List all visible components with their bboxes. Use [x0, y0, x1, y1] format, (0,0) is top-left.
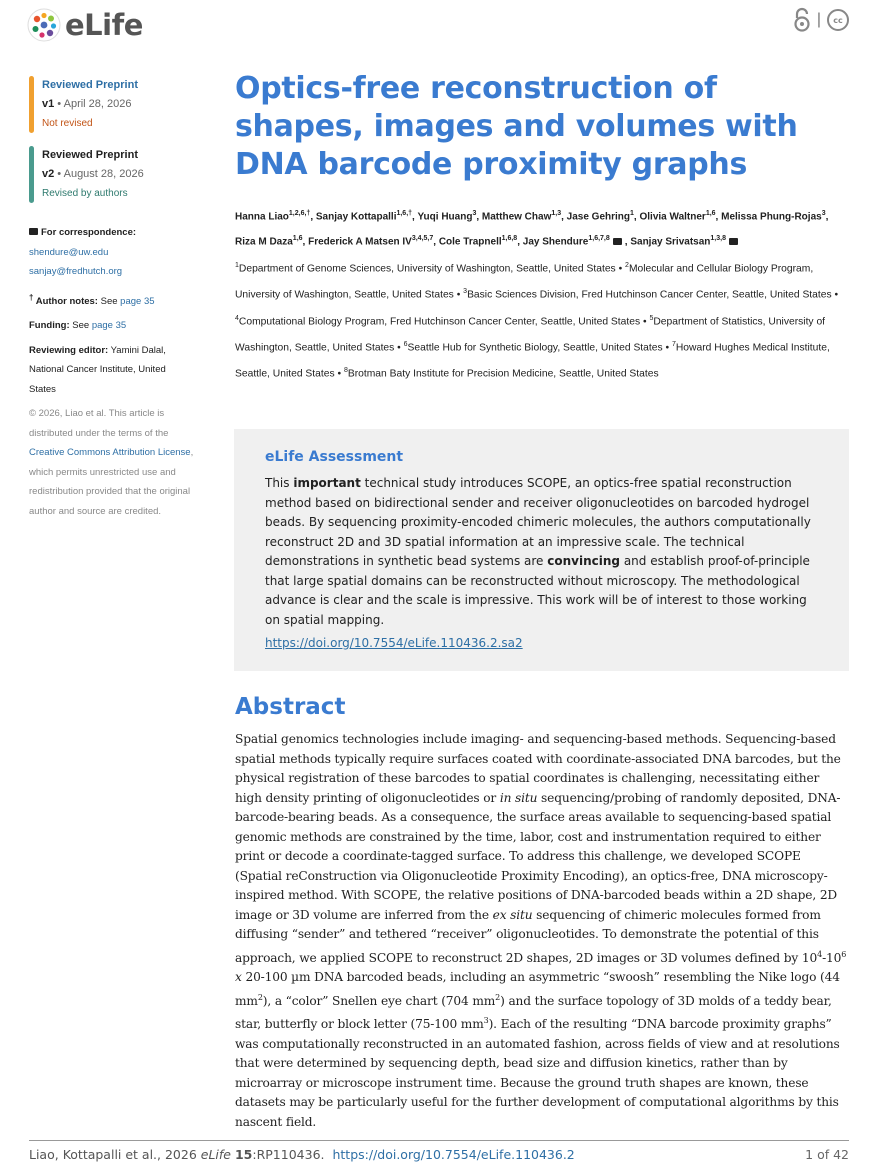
footer-page-number: 1 of 42 [805, 1147, 849, 1162]
affiliation-text: Computational Biology Program, Fred Hutchinson Cancer Center, Seattle, United States [238, 315, 641, 327]
abstract-t1: Spatial genomics technologies include imaging- and sequencing-based methods. Sequencing-based spatial methods typically require surfaces coated with coordinate-associated DNA barcodes, but the physical registration of these barcodes to spatial coordinates is challenging, necessitating either high density printing of oligonucleotides or [235, 732, 841, 805]
version-v1-date: April 28, 2026 [63, 98, 132, 110]
affiliation-number: 4 [235, 314, 239, 322]
sidebar [29, 76, 209, 521]
envelope-icon [29, 228, 38, 235]
author-notes-link[interactable]: page 35 [120, 295, 155, 307]
logo-text: eLife [65, 8, 143, 42]
version-v2[interactable] [29, 146, 209, 203]
reviewing-editor [29, 341, 189, 400]
affiliation-text: Molecular and Cellular Biology Program, University of Washington, Seattle, United States [235, 263, 814, 301]
affiliation-number: 3 [463, 288, 468, 296]
author-name[interactable]: Hanna Liao [235, 211, 289, 223]
affiliation-text: Basic Sciences Division, Fred Hutchinson Cancer Center, Seattle, United States [467, 289, 832, 301]
abstract-i2: ex situ [492, 907, 533, 922]
assessment-text-3: and establish proof-of-principle that large spatial domains can be reconstructed without microscopy. The methodological advance is clear and the scale is impressive. This work will be of interest to those working on spatial mapping. [265, 554, 810, 627]
author-name[interactable]: Olivia Waltner [639, 211, 706, 223]
assessment-text-1: This [265, 476, 294, 490]
abstract-t7: ), a “color” Snellen eye chart (704 mm [262, 993, 496, 1008]
assessment-term-important: important [293, 476, 361, 490]
affiliation-number: 5 [649, 314, 654, 322]
version-v2-bar [29, 146, 34, 203]
editor-label: Reviewing editor: [29, 344, 109, 356]
version-v1-line: v1 • April 28, 2026 [42, 98, 132, 110]
affiliation-number: 1 [235, 261, 239, 269]
license-pre: © 2026, Liao et al. This article is distributed under the terms of the [29, 408, 169, 439]
author-name[interactable]: Riza M Daza [235, 236, 293, 248]
assessment-text-2: technical study introduces SCOPE, an optics-free spatial reconstruction method based on bidirectional sender and receiver oligonucleotides on barcoded hydrogel beads. By sequencing proximity-encoded chimeric molecules, the authors computationally reconstruct 2D and 3D spatial information at an impressive scale. The technical demonstrations in synthetic bead systems are [265, 476, 811, 568]
author-name[interactable]: Frederick A Matsen IV [308, 236, 412, 248]
abstract-s4: 2 [495, 992, 501, 1002]
author-notes-label: Author notes: [35, 295, 98, 307]
author-name[interactable]: Jase Gehring [566, 211, 631, 223]
abstract-t9: ). Each of the resulting “DNA barcode proximity graphs” was computationally reconstructed in an automated fashion, across fields of view and at resolutions that were determined by sequencing depth, bead size and diffusion kinetics, rather than by microarray or microscope instrument time. Because the ground truth shapes are known, these datasets may be particularly useful for the further development of computational algorithms by this nascent field. [235, 1017, 840, 1129]
author-affiliation-sup: 1,6,† [396, 210, 413, 217]
author-name[interactable]: Melissa Phung-Rojas [721, 211, 822, 223]
abstract-s2: 6 [841, 949, 847, 959]
funding-text: See [72, 320, 90, 332]
author-affiliation-sup: 1,3 [551, 210, 562, 217]
version-v1-bar [29, 76, 34, 133]
affiliation-text: Howard Hughes Medical Institute, Seattle, United States [235, 342, 830, 380]
elife-logo-icon [27, 8, 61, 42]
version-v1-number: v1 [42, 98, 55, 110]
funding-link[interactable]: page 35 [91, 320, 127, 332]
author-name[interactable]: Sanjay Srivatsan [630, 236, 711, 248]
article-main [235, 70, 849, 386]
correspondence [29, 223, 209, 282]
author-affiliation-sup: 1 [630, 210, 634, 217]
abstract-s3: 2 [257, 992, 263, 1002]
author-list: Hanna Liao$^{1,2,6,\dagger}$, Sanjay Kottapalli$^{1,6,\dagger}$, Yuqi Huang$^3$, Matthew Chaw$^{1,3}$, Jase Gehring$^1$, Olivia Waltner$^{1,6}$, Melissa Phung-Rojas$^3$, Riza M Daza$^{1,6}$, Frederick A Matsen IV$^{3,4,5,7}$, Cole Trapnell$^{1,6,8}$, Jay Shendure$^{1,6,7,8}$ , Sanjay Srivatsan$^{1,3,8}$ [235, 210, 829, 248]
footer-volume: 15 [234, 1147, 253, 1162]
author-name[interactable]: Sanjay Kottapalli [315, 211, 397, 223]
license-post: , which permits unrestricted use and redistribution provided that the original author and source are credited. [29, 447, 194, 517]
author-notes-text: See [100, 295, 118, 307]
footer-citation [29, 1147, 575, 1162]
abstract-text [235, 730, 849, 1132]
assessment-text [265, 474, 819, 630]
abstract-i3: x [235, 970, 242, 985]
author-affiliation-sup: 1,2,6,† [288, 210, 311, 217]
version-v1[interactable] [29, 76, 209, 133]
abstract-i1: in situ [499, 790, 538, 805]
footer-citation-pre: Liao, Kottapalli et al., 2026 [29, 1147, 201, 1162]
elife-logo[interactable] [27, 8, 143, 42]
open-access-icon[interactable] [793, 7, 811, 33]
editor-text: Yamini Dalal, National Cancer Institute, United States [29, 344, 166, 395]
abstract-t4: -10 [822, 950, 842, 965]
author-name[interactable]: Jay Shendure [522, 236, 589, 248]
envelope-icon[interactable] [729, 238, 738, 245]
abstract-section [235, 690, 849, 1132]
author-affiliation-sup: 3 [472, 210, 477, 217]
version-v1-status: Not revised [42, 118, 93, 129]
correspondence-label: For correspondence: [41, 227, 137, 238]
affiliation-number: 8 [343, 367, 348, 375]
version-v2-title: Reviewed Preprint [42, 149, 138, 161]
abstract-t2: sequencing/probing of randomly deposited, DNA-barcode-bearing beads. As a consequence, the surface areas available to sequencing-based spatial genomic methods are constrained by the time, labor, cost and instrumentation required to either print or decode a coordinate-tagged surface. To address this challenge, we developed SCOPE (Spatial reConstruction via Oligonucleotide Proximity Encoding), an optics-free, DNA microscopy-inspired method. With SCOPE, the relative positions of DNA-barcoded beads within a 2D shape, 2D image or 3D volume are inferred from the [235, 790, 841, 922]
abstract-t6: 20-100 µm DNA barcoded beads, including an asymmetric “swoosh” resembling the Nike logo (44 mm [235, 970, 840, 1008]
author-affiliation-sup: 1,3,8 [710, 235, 726, 243]
abstract-t8: ) and the surface topology of 3D molds of a teddy bear, star, butterfly or block letter (75-100 mm [235, 993, 832, 1032]
page-footer [29, 1140, 849, 1162]
affiliation-number: 6 [403, 340, 408, 348]
elife-assessment-panel [234, 429, 849, 671]
license-link[interactable]: Creative Commons Attribution License [29, 447, 191, 459]
creative-commons-icon[interactable]: cc [827, 9, 849, 31]
assessment-doi-link[interactable]: https://doi.org/10.7554/eLife.110436.2.sa2 [265, 636, 523, 650]
affiliation-text: Department of Genome Sciences, University of Washington, Seattle, United States [238, 263, 616, 275]
version-v2-line: v2 • August 28, 2026 [42, 168, 144, 180]
abstract-heading: Abstract [235, 694, 346, 720]
version-v2-date: August 28, 2026 [63, 168, 144, 180]
author-name[interactable]: Cole Trapnell [438, 236, 502, 248]
email-link-sanjay[interactable]: sanjay@fredhutch.org [29, 266, 123, 277]
affiliation-text: Brotman Baty Institute for Precision Medicine, Seattle, United States [347, 368, 659, 380]
envelope-icon[interactable] [613, 238, 622, 245]
license-icons [793, 7, 849, 33]
author-affiliation-sup: 3 [821, 210, 826, 217]
author-affiliation-sup: 1,6 [292, 235, 303, 243]
affiliation-number: 2 [625, 261, 629, 269]
affiliation-text: Department of Statistics, University of Washington, Seattle, United States [235, 315, 826, 354]
author-name[interactable]: Matthew Chaw [481, 211, 552, 223]
email-link-shendure[interactable]: shendure@uw.edu [29, 246, 109, 258]
license-separator: | [816, 11, 821, 28]
funding [29, 316, 209, 336]
author-affiliation-sup: 1,6,8 [501, 235, 518, 243]
author-affiliation-sup: 3,4,5,7 [411, 235, 434, 243]
abstract-s5: 3 [483, 1016, 489, 1026]
abstract-s1: 4 [817, 949, 823, 959]
article-title: Optics-free reconstruction of shapes, images and volumes with DNA barcode proximity graphs [235, 71, 798, 182]
version-v2-number: v2 [42, 168, 55, 180]
license-notice [29, 404, 201, 521]
footer-doi-link[interactable]: https://doi.org/10.7554/eLife.110436.2 [332, 1147, 575, 1162]
version-v2-status: Revised by authors [42, 188, 128, 199]
version-v1-title[interactable]: Reviewed Preprint [42, 79, 138, 91]
affiliation-text: Seattle Hub for Synthetic Biology, Seattle, United States [407, 342, 663, 354]
author-notes: † Author notes: See page 35 [29, 292, 155, 307]
affiliation-number: 7 [671, 340, 676, 348]
author-affiliation-sup: 1,6,7,8 [588, 235, 610, 243]
assessment-term-convincing: convincing [547, 554, 620, 568]
assessment-heading: eLife Assessment [265, 449, 404, 465]
affiliation-list: $^1$Department of Genome Sciences, University of Washington, Seattle, United States • $^2$Molecular and Cellular Biology Program, University of Washington, Seattle, United States • $^3$Basic Sciences Division, Fred Hutchinson Cancer Center, Seattle, United States • $^4$Computational Biology Program, Fred Hutchinson Cancer Center, Seattle, United States • $^5$Department of Statistics, University of Washington, Seattle, United States • $^6$Seattle Hub for Synthetic Biology, Seattle, United States • $^7$Howard Hughes Medical Institute, Seattle, United States • $^8$Brotman Baty Institute for Precision Medicine, Seattle, United States [235, 261, 839, 380]
footer-journal: eLife [200, 1147, 231, 1162]
abstract-t3: sequencing of chimeric molecules formed from diffusing “sender” and tethered “receiver” oligonucleotides. To demonstrate the potential of this approach, we applied SCOPE to reconstruct 2D shapes, 2D images or 3D volumes defined by 10 [235, 907, 821, 965]
footer-citation-post: :RP110436. [252, 1147, 325, 1162]
funding-label: Funding: [29, 320, 70, 332]
author-name[interactable]: Yuqi Huang [417, 211, 473, 223]
author-affiliation-sup: 1,6 [705, 210, 716, 217]
